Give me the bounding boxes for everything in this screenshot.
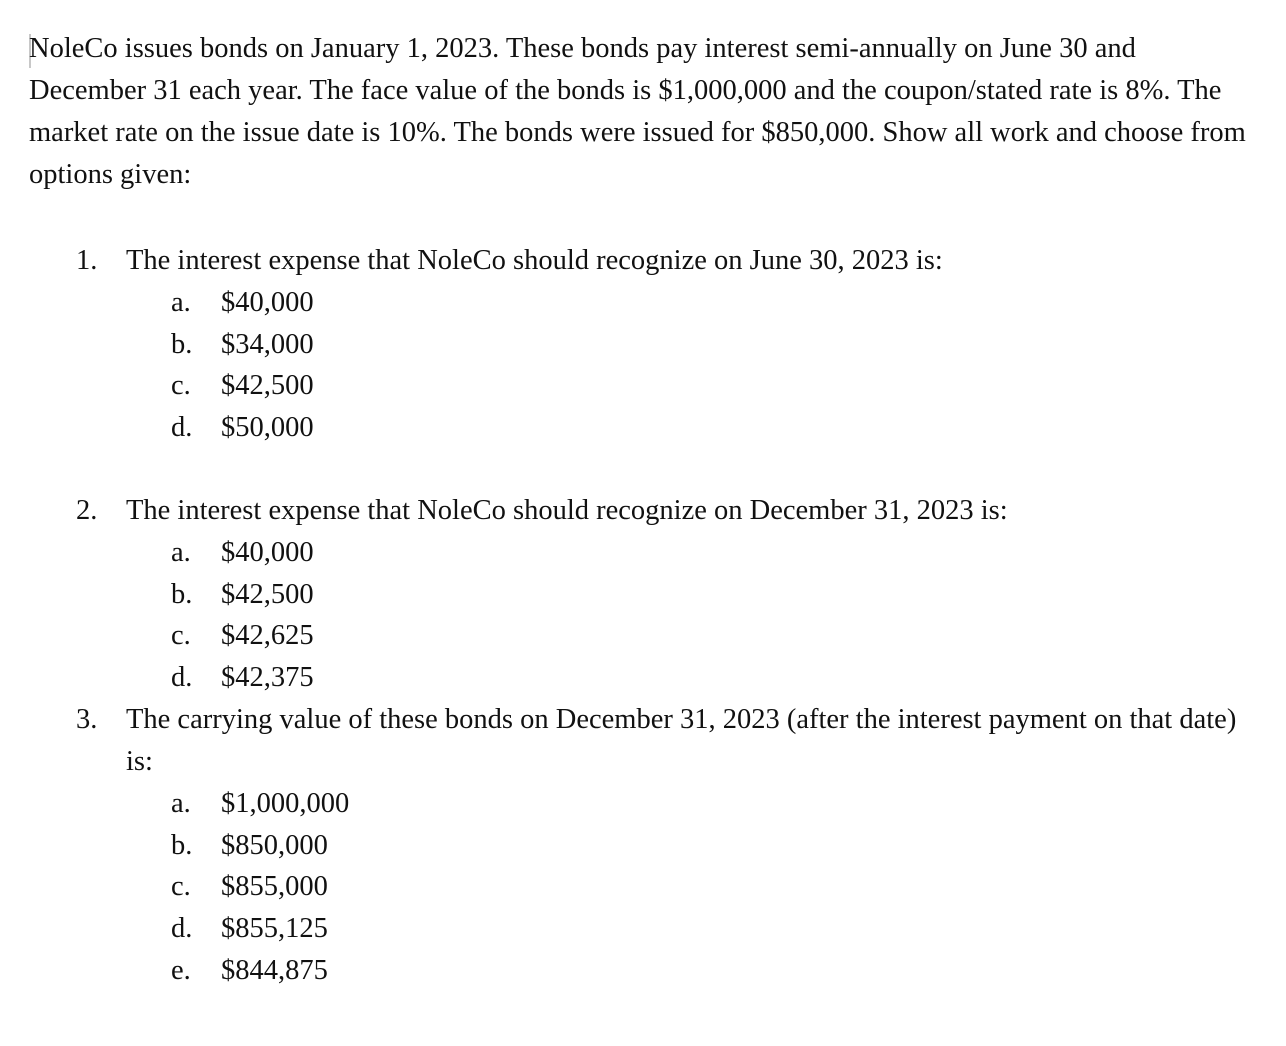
option-value: $40,000: [221, 287, 314, 318]
option-letter: d.: [171, 662, 193, 694]
option-letter: b.: [171, 328, 193, 360]
option-letter: c.: [171, 370, 191, 402]
option-value: $844,875: [221, 954, 328, 986]
option-letter: e.: [171, 954, 191, 986]
option-letter: c.: [171, 871, 191, 903]
option-letter: b.: [171, 578, 193, 610]
question-text: The interest expense that NoleCo should recognize on June 30, 2023 is:: [126, 245, 943, 276]
option-item: [0, 908, 600, 950]
option-letter: d.: [171, 913, 193, 945]
question-number: 2.: [76, 495, 98, 526]
question-1-options: [0, 282, 600, 449]
option-value: $50,000: [221, 412, 314, 444]
question-number: 1.: [76, 245, 98, 276]
option-item: [0, 866, 600, 908]
option-value: $855,125: [221, 913, 328, 945]
option-letter: b.: [171, 829, 193, 861]
question-number: 3.: [76, 704, 98, 735]
question-2-options: [0, 532, 600, 699]
option-letter: a.: [171, 537, 191, 568]
option-value: $42,500: [221, 370, 314, 402]
option-letter: a.: [171, 287, 191, 318]
option-item: [0, 365, 600, 407]
option-value: $42,625: [221, 620, 314, 652]
intro-paragraph: NoleCo issues bonds on January 1, 2023. These bonds pay interest semi-annually on June 30 and December 31 each year. The face value of the bonds is $1,000,000 and the coupon/stated rate is 8%. The market rate on the issue date is 10%. The bonds were issued for $850,000. Show all work and choose from options given:: [29, 33, 1246, 190]
option-letter: d.: [171, 412, 193, 444]
option-value: $34,000: [221, 328, 314, 360]
option-item: [0, 783, 600, 825]
option-item: [0, 950, 600, 992]
option-item: [0, 574, 600, 616]
option-value: $1,000,000: [221, 788, 350, 819]
question-text: The carrying value of these bonds on December 31, 2023 (after the interest payment on that date) is:: [126, 704, 1237, 777]
option-value: $42,500: [221, 578, 314, 610]
option-letter: a.: [171, 788, 191, 819]
option-item: [0, 615, 600, 657]
option-value: $855,000: [221, 871, 328, 903]
option-item: [0, 407, 600, 449]
option-item: [0, 324, 600, 366]
option-letter: c.: [171, 620, 191, 652]
option-value: $850,000: [221, 829, 328, 861]
question-text: The interest expense that NoleCo should recognize on December 31, 2023 is:: [126, 495, 1008, 526]
option-item: [0, 532, 600, 574]
option-item: [0, 657, 600, 699]
option-value: $40,000: [221, 537, 314, 568]
option-item: [0, 282, 600, 324]
option-value: $42,375: [221, 662, 314, 694]
option-item: [0, 825, 600, 867]
question-3-options: [0, 783, 600, 991]
